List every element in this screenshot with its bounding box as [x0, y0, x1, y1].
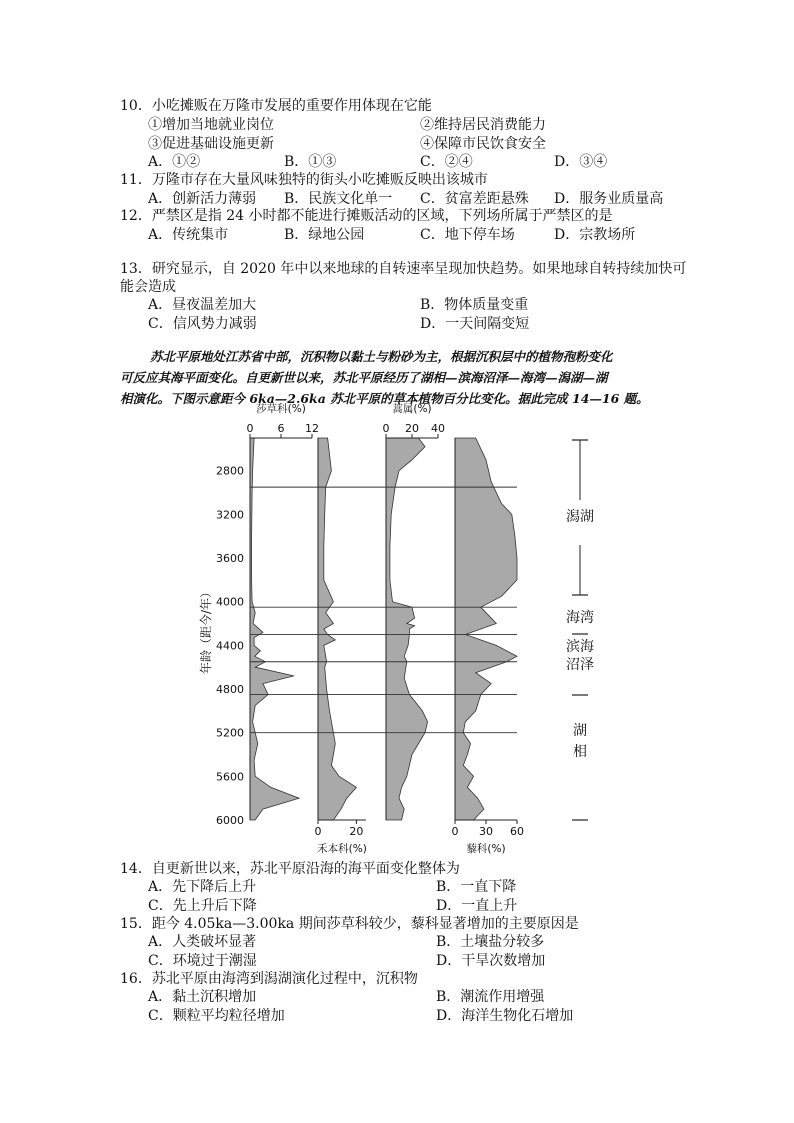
- series-tick-label-1-0: 0: [314, 825, 322, 838]
- q13-stem-line1: 13．研究显示，自 2020 年中以来地球的自转速率呈现加快趋势。如果地球自转持续加快可: [120, 261, 687, 277]
- q11-option-c[interactable]: C．贫富差距悬殊: [420, 191, 529, 207]
- q14-stem: 14．自更新世以来，苏北平原沿海的海平面变化整体为: [120, 861, 460, 877]
- series-area-2: [386, 438, 428, 820]
- q15-option-c[interactable]: C．环境过于潮湿: [148, 953, 257, 969]
- y-tick-label-2: 3600: [216, 552, 244, 566]
- zone-label-3: 沼泽: [566, 657, 594, 673]
- q15-stem: 15．距今 4.05ka—3.00ka 期间莎草科较少，藜科显著增加的主要原因是: [120, 916, 579, 932]
- q16-option-b[interactable]: B．潮流作用增强: [436, 989, 545, 1005]
- q13-stem-line2: 能会造成: [120, 279, 176, 295]
- q16-stem: 16．苏北平原由海湾到潟湖演化过程中，沉积物: [120, 971, 418, 987]
- series-area-1: [318, 438, 356, 820]
- q11-option-d[interactable]: D．服务业质量高: [554, 191, 664, 207]
- y-tick-label-1: 3200: [216, 508, 244, 522]
- q10-option-b[interactable]: B．①③: [284, 154, 337, 170]
- series-tick-label-0-1: 6: [277, 422, 285, 435]
- series-tick-label-3-0: 0: [451, 825, 459, 838]
- y-tick-label-8: 6000: [216, 814, 244, 827]
- series-tick-label-1-1: 20: [349, 825, 364, 838]
- q12-option-d[interactable]: D．宗教场所: [554, 227, 636, 243]
- series-tick-label-2-2: 40: [431, 422, 445, 435]
- q10-statement-2: ②维持居民消费能力: [420, 117, 546, 133]
- q10-statement-1: ①增加当地就业岗位: [148, 117, 274, 133]
- series-area-3: [455, 438, 517, 820]
- y-tick-label-6: 5200: [216, 726, 244, 740]
- q12-option-c[interactable]: C．地下停车场: [420, 227, 515, 243]
- q15-option-b[interactable]: B．土壤盐分较多: [436, 934, 545, 950]
- series-tick-label-0-0: 0: [246, 422, 254, 435]
- series-name-2: 蒿属(%): [392, 403, 432, 415]
- q13-option-c[interactable]: C．信风势力减弱: [148, 316, 257, 332]
- y-tick-label-3: 4000: [216, 595, 244, 609]
- series-name-1: 禾本科(%): [317, 843, 367, 855]
- series-name-3: 藜科(%): [466, 843, 506, 855]
- series-tick-label-2-0: 0: [382, 422, 390, 435]
- q15-option-a[interactable]: A．人类破坏显著: [148, 934, 257, 950]
- q10-option-d[interactable]: D．③④: [554, 154, 608, 170]
- q16-option-c[interactable]: C．颗粒平均粒径增加: [148, 1008, 285, 1024]
- y-tick-label-4: 4400: [216, 639, 244, 653]
- q11-option-b[interactable]: B．民族文化单一: [284, 191, 393, 207]
- q14-option-a[interactable]: A．先下降后上升: [148, 879, 257, 895]
- zone-label-1: 海湾: [566, 610, 594, 626]
- q14-option-d[interactable]: D．一直上升: [436, 898, 518, 914]
- series-tick-label-3-2: 60: [510, 825, 524, 838]
- q12-option-b[interactable]: B．绿地公园: [284, 227, 365, 243]
- q13-option-b[interactable]: B．物体质量变重: [420, 297, 529, 313]
- y-tick-label-5: 4800: [216, 683, 244, 697]
- series-tick-label-0-2: 12: [305, 422, 319, 435]
- q15-option-d[interactable]: D．干旱次数增加: [436, 953, 546, 969]
- intro-line-3: 相演化。下图示意距今 6ka—2.6ka 苏北平原的草本植物百分比变化。据此完成 14—16 题。: [120, 391, 649, 406]
- series-area-0: [250, 438, 299, 820]
- series-name-0: 莎草科(%): [256, 403, 306, 415]
- q10-option-a[interactable]: A．①②: [148, 154, 201, 170]
- q12-option-a[interactable]: A．传统集市: [148, 227, 229, 243]
- intro-line-1: 苏北平原地处江苏省中部，沉积物以黏土与粉砂为主，根据沉积层中的植物孢粉变化: [150, 349, 613, 364]
- q14-option-c[interactable]: C．先上升后下降: [148, 898, 257, 914]
- q16-option-a[interactable]: A．黏土沉积增加: [148, 989, 257, 1005]
- zone-label-0: 潟湖: [566, 509, 594, 525]
- q14-option-b[interactable]: B．一直下降: [436, 879, 517, 895]
- q12-stem: 12．严禁区是指 24 小时都不能进行摊贩活动的区域，下列场所属于严禁区的是: [120, 208, 613, 224]
- q13-option-d[interactable]: D．一天间隔变短: [420, 316, 530, 332]
- series-tick-label-3-1: 30: [479, 825, 493, 838]
- intro-line-2: 可反应其海平面变化。自更新世以来，苏北平原经历了湖相—滨海沼泽—海湾—潟湖—湖: [120, 370, 608, 385]
- q13-option-a[interactable]: A．昼夜温差加大: [148, 297, 257, 313]
- series-tick-label-2-1: 20: [405, 422, 419, 435]
- zone-label-4: 湖: [573, 723, 587, 739]
- zone-label-5: 相: [573, 744, 587, 760]
- zone-label-2: 滨海: [566, 639, 594, 655]
- y-tick-label-0: 2800: [216, 464, 244, 478]
- q16-option-d[interactable]: D．海洋生物化石增加: [436, 1008, 574, 1024]
- y-tick-label-7: 5600: [216, 770, 244, 784]
- q10-option-c[interactable]: C．②④: [420, 154, 473, 170]
- q10-statement-4: ④保障市民饮食安全: [420, 136, 546, 152]
- q10-statement-3: ③促进基础设施更新: [148, 136, 274, 152]
- y-axis-label: 年龄（距今/年）: [199, 585, 213, 675]
- q10-stem: 10．小吃摊贩在万隆市发展的重要作用体现在它能: [120, 98, 432, 114]
- q11-option-a[interactable]: A．创新活力薄弱: [148, 191, 257, 207]
- q11-stem: 11．万隆市存在大量风味独特的街头小吃摊贩反映出该城市: [120, 172, 488, 188]
